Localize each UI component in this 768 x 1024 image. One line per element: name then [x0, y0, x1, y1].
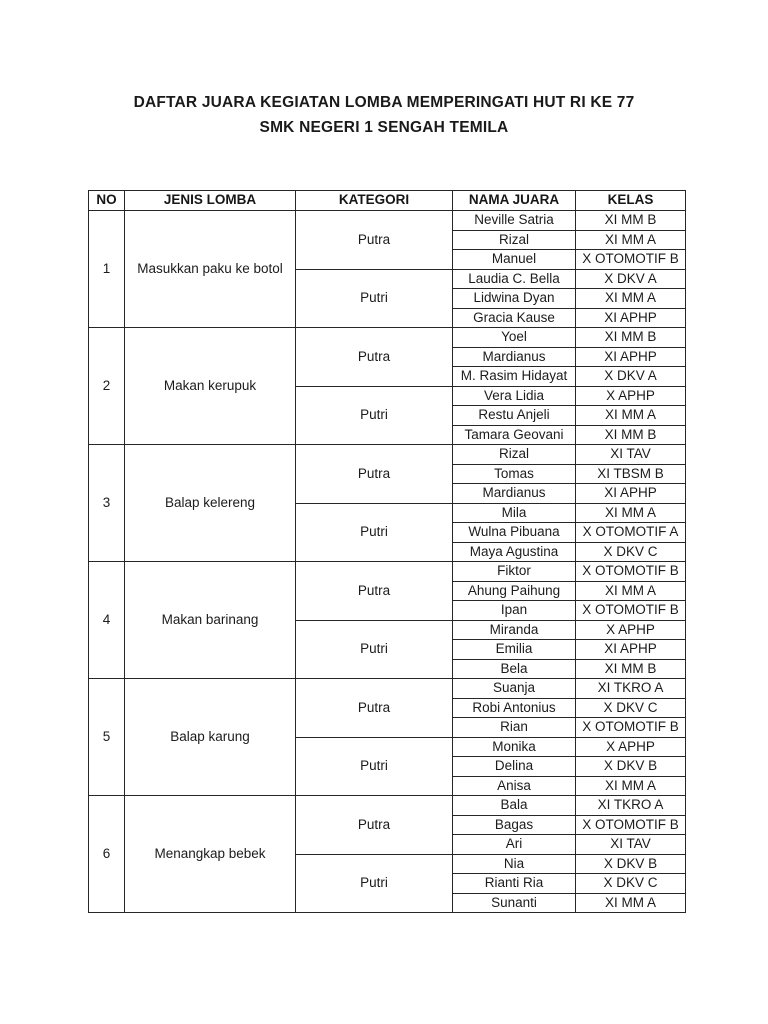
- table-row: [89, 562, 686, 582]
- jenis-lomba-cell: Balap karung: [125, 679, 296, 796]
- no-cell: 6: [89, 796, 125, 913]
- jenis-lomba-cell: Balap kelereng: [125, 445, 296, 562]
- kategori-cell: Putri: [296, 737, 453, 796]
- nama-juara-cell: Bela: [453, 659, 576, 679]
- kelas-cell: X DKV C: [576, 698, 686, 718]
- winners-table-body: [89, 211, 686, 913]
- kelas-cell: X DKV A: [576, 269, 686, 289]
- jenis-lomba-cell: Masukkan paku ke botol: [125, 211, 296, 328]
- no-cell: 3: [89, 445, 125, 562]
- kelas-cell: XI APHP: [576, 308, 686, 328]
- nama-juara-cell: Mardianus: [453, 484, 576, 504]
- header-no: NO: [89, 191, 125, 211]
- kelas-cell: X DKV C: [576, 874, 686, 894]
- kategori-cell: Putra: [296, 679, 453, 738]
- nama-juara-cell: Mardianus: [453, 347, 576, 367]
- nama-juara-cell: Vera Lidia: [453, 386, 576, 406]
- header-jenis-lomba: JENIS LOMBA: [125, 191, 296, 211]
- kelas-cell: XI APHP: [576, 347, 686, 367]
- nama-juara-cell: Rian: [453, 718, 576, 738]
- kelas-cell: X DKV B: [576, 757, 686, 777]
- kelas-cell: X DKV C: [576, 542, 686, 562]
- kelas-cell: XI MM A: [576, 503, 686, 523]
- kelas-cell: XI TKRO A: [576, 796, 686, 816]
- no-cell: 4: [89, 562, 125, 679]
- nama-juara-cell: Tamara Geovani: [453, 425, 576, 445]
- kelas-cell: X OTOMOTIF B: [576, 250, 686, 270]
- table-row: [89, 679, 686, 699]
- kelas-cell: X DKV B: [576, 854, 686, 874]
- nama-juara-cell: M. Rasim Hidayat: [453, 367, 576, 387]
- kelas-cell: XI MM B: [576, 425, 686, 445]
- no-cell: 5: [89, 679, 125, 796]
- kategori-cell: Putra: [296, 211, 453, 270]
- nama-juara-cell: Laudia C. Bella: [453, 269, 576, 289]
- jenis-lomba-cell: Menangkap bebek: [125, 796, 296, 913]
- kategori-cell: Putri: [296, 620, 453, 679]
- kelas-cell: XI APHP: [576, 640, 686, 660]
- kategori-cell: Putra: [296, 562, 453, 621]
- kelas-cell: XI MM A: [576, 230, 686, 250]
- kelas-cell: X OTOMOTIF B: [576, 562, 686, 582]
- kelas-cell: X OTOMOTIF B: [576, 601, 686, 621]
- kategori-cell: Putra: [296, 328, 453, 387]
- kelas-cell: XI APHP: [576, 484, 686, 504]
- kelas-cell: XI MM A: [576, 776, 686, 796]
- kelas-cell: X OTOMOTIF A: [576, 523, 686, 543]
- kelas-cell: XI MM B: [576, 328, 686, 348]
- nama-juara-cell: Wulna Pibuana: [453, 523, 576, 543]
- no-cell: 2: [89, 328, 125, 445]
- nama-juara-cell: Bala: [453, 796, 576, 816]
- table-row: [89, 211, 686, 231]
- kelas-cell: X APHP: [576, 737, 686, 757]
- nama-juara-cell: Lidwina Dyan: [453, 289, 576, 309]
- kelas-cell: X APHP: [576, 620, 686, 640]
- kelas-cell: XI TAV: [576, 445, 686, 465]
- kategori-cell: Putra: [296, 445, 453, 504]
- nama-juara-cell: Delina: [453, 757, 576, 777]
- kelas-cell: XI MM B: [576, 211, 686, 231]
- nama-juara-cell: Fiktor: [453, 562, 576, 582]
- kelas-cell: XI TKRO A: [576, 679, 686, 699]
- jenis-lomba-cell: Makan barinang: [125, 562, 296, 679]
- no-cell: 1: [89, 211, 125, 328]
- nama-juara-cell: Rianti Ria: [453, 874, 576, 894]
- nama-juara-cell: Restu Anjeli: [453, 406, 576, 426]
- kelas-cell: XI TBSM B: [576, 464, 686, 484]
- title-line-1: DAFTAR JUARA KEGIATAN LOMBA MEMPERINGATI HUT RI KE 77: [133, 94, 635, 111]
- kelas-cell: XI MM B: [576, 659, 686, 679]
- nama-juara-cell: Neville Satria: [453, 211, 576, 231]
- kategori-cell: Putri: [296, 854, 453, 913]
- kelas-cell: X DKV A: [576, 367, 686, 387]
- table-row: [89, 445, 686, 465]
- header-row: [89, 191, 686, 211]
- kelas-cell: XI MM A: [576, 893, 686, 913]
- nama-juara-cell: Yoel: [453, 328, 576, 348]
- nama-juara-cell: Maya Agustina: [453, 542, 576, 562]
- nama-juara-cell: Bagas: [453, 815, 576, 835]
- nama-juara-cell: Anisa: [453, 776, 576, 796]
- nama-juara-cell: Manuel: [453, 250, 576, 270]
- winners-table: [88, 190, 686, 913]
- kelas-cell: XI MM A: [576, 581, 686, 601]
- kelas-cell: XI MM A: [576, 406, 686, 426]
- kelas-cell: X OTOMOTIF B: [576, 718, 686, 738]
- nama-juara-cell: Sunanti: [453, 893, 576, 913]
- title-line-2: SMK NEGERI 1 SENGAH TEMILA: [259, 119, 509, 136]
- nama-juara-cell: Rizal: [453, 445, 576, 465]
- nama-juara-cell: Ahung Paihung: [453, 581, 576, 601]
- nama-juara-cell: Tomas: [453, 464, 576, 484]
- table-row: [89, 796, 686, 816]
- header-nama-juara: NAMA JUARA: [453, 191, 576, 211]
- kelas-cell: X OTOMOTIF B: [576, 815, 686, 835]
- header-kategori: KATEGORI: [296, 191, 453, 211]
- nama-juara-cell: Mila: [453, 503, 576, 523]
- nama-juara-cell: Emilia: [453, 640, 576, 660]
- header-kelas: KELAS: [576, 191, 686, 211]
- kelas-cell: XI MM A: [576, 289, 686, 309]
- jenis-lomba-cell: Makan kerupuk: [125, 328, 296, 445]
- table-row: [89, 328, 686, 348]
- nama-juara-cell: Ipan: [453, 601, 576, 621]
- nama-juara-cell: Miranda: [453, 620, 576, 640]
- kelas-cell: X APHP: [576, 386, 686, 406]
- kategori-cell: Putri: [296, 386, 453, 445]
- document-title: [0, 90, 768, 140]
- nama-juara-cell: Nia: [453, 854, 576, 874]
- kelas-cell: XI TAV: [576, 835, 686, 855]
- nama-juara-cell: Gracia Kause: [453, 308, 576, 328]
- kategori-cell: Putri: [296, 503, 453, 562]
- kategori-cell: Putra: [296, 796, 453, 855]
- nama-juara-cell: Monika: [453, 737, 576, 757]
- nama-juara-cell: Ari: [453, 835, 576, 855]
- nama-juara-cell: Suanja: [453, 679, 576, 699]
- nama-juara-cell: Rizal: [453, 230, 576, 250]
- nama-juara-cell: Robi Antonius: [453, 698, 576, 718]
- kategori-cell: Putri: [296, 269, 453, 328]
